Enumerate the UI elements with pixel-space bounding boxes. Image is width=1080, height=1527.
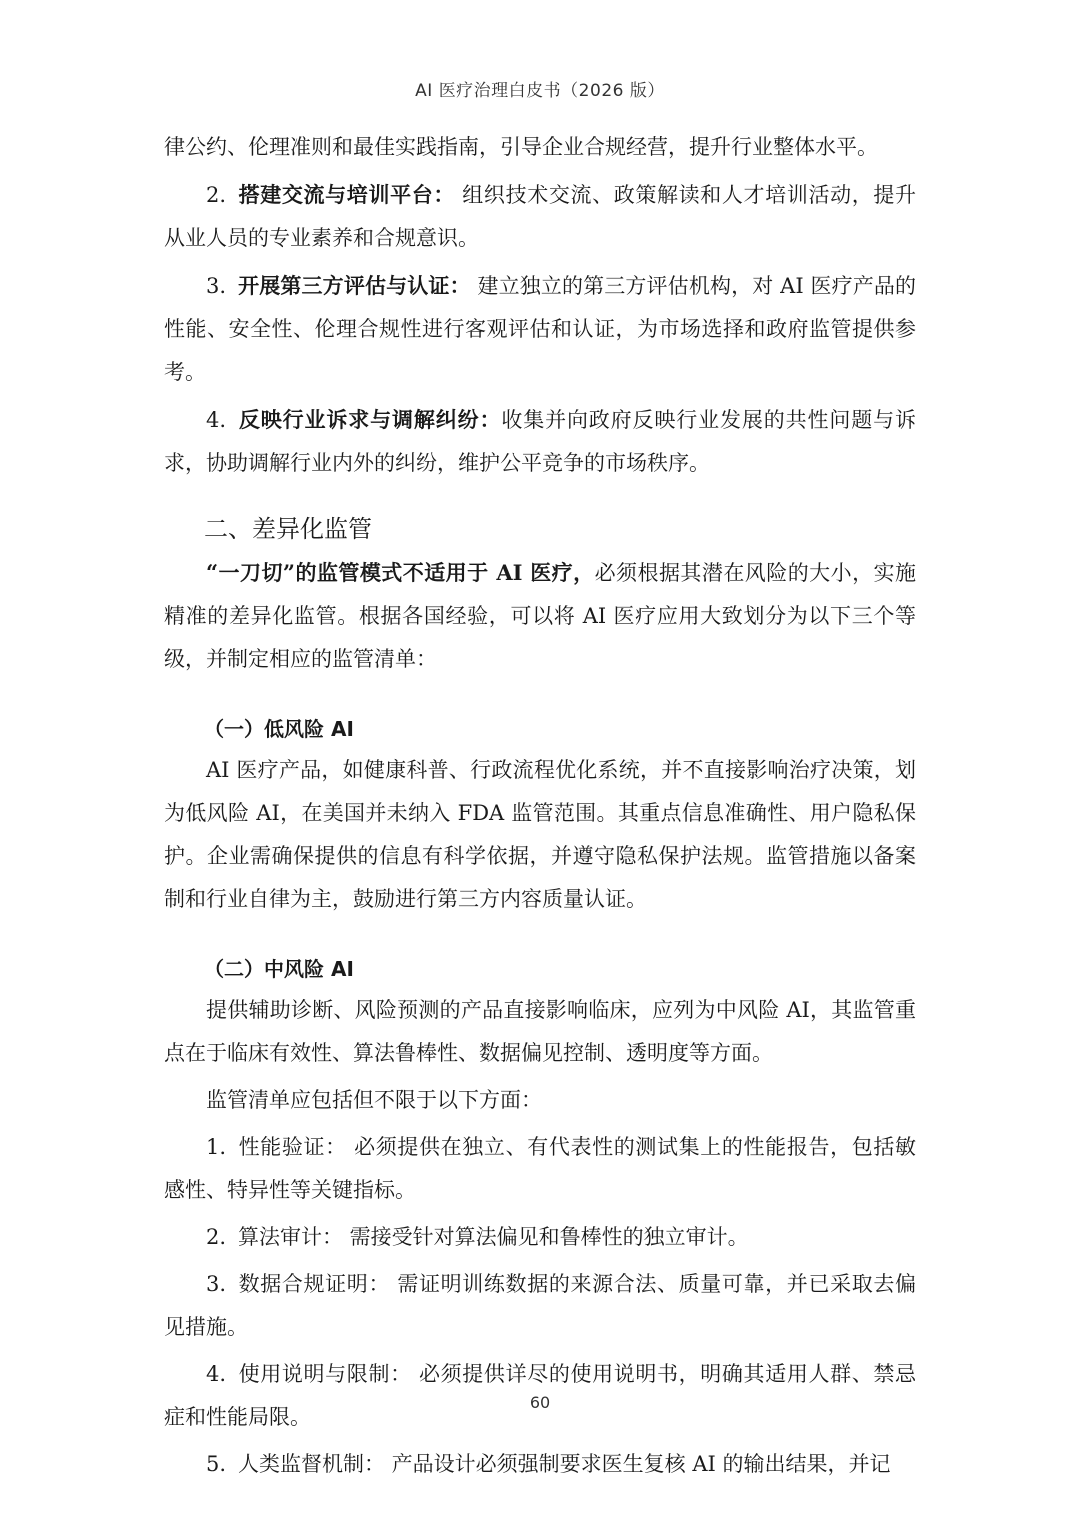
checklist-intro: 监管清单应包括但不限于以下方面： xyxy=(206,1088,542,1112)
checklist-item-2 xyxy=(164,1216,916,1259)
list-item-title: 算法审计： xyxy=(238,1225,343,1249)
section-intro-bold: “一刀切”的监管模式不适用于 AI 医疗， xyxy=(206,560,595,585)
page-number: 60 xyxy=(529,1393,551,1412)
list-item-text: 收集并向政府反映行业发展的共性问题与诉求，协助调解行业内外的纠纷，维护公平竞争的市场秩序。 xyxy=(164,408,917,475)
list-number: 3. xyxy=(206,274,227,298)
page-header: AI 医疗治理白皮书（2026 版） xyxy=(415,81,665,101)
list-item-title: 使用说明与限制： xyxy=(238,1362,412,1386)
checklist-item-5 xyxy=(164,1443,916,1486)
list-item-text: 需证明训练数据的来源合法、质量可靠，并已采取去偏见措施。 xyxy=(164,1272,916,1339)
list-item-2 xyxy=(164,173,916,260)
subsection-heading-mid-risk: （二）中风险 AI xyxy=(204,957,354,981)
list-number: 5. xyxy=(206,1452,227,1476)
list-number: 3. xyxy=(206,1272,227,1296)
list-item-text: 需接受针对算法偏见和鲁棒性的独立审计。 xyxy=(343,1225,749,1249)
list-item-title: 反映行业诉求与调解纠纷： xyxy=(238,407,502,432)
paragraph-continued: 律公约、伦理准则和最佳实践指南，引导企业合规经营，提升行业整体水平。 xyxy=(164,135,878,159)
list-item-title: 性能验证： xyxy=(238,1135,347,1159)
document-body xyxy=(164,126,916,1486)
subsection-heading-low-risk: （一）低风险 AI xyxy=(204,717,354,741)
list-item-text: 必须提供详尽的使用说明书，明确其适用人群、禁忌症和性能局限。 xyxy=(164,1362,916,1429)
section-heading: 二、差异化监管 xyxy=(204,515,372,543)
low-risk-paragraph: AI 医疗产品，如健康科普、行政流程优化系统，并不直接影响治疗决策，划为低风险 AI，在美国并未纳入 FDA 监管范围。其重点信息准确性、用户隐私保护。企业需确保提供的信息有科学依据，并遵守隐私保护法规。监管措施以备案制和行业自律为主，鼓励进行第三方内容质量认证。 xyxy=(164,758,916,911)
list-number: 1. xyxy=(206,1135,227,1159)
list-number: 2. xyxy=(206,1225,227,1249)
list-item-title: 搭建交流与培训平台： xyxy=(238,182,455,207)
section-intro-text: 必须根据其潜在风险的大小，实施精准的差异化监管。根据各国经验，可以将 AI 医疗应用大致划分为以下三个等级，并制定相应的监管清单： xyxy=(164,561,916,671)
list-item-4 xyxy=(164,398,916,485)
list-number: 2. xyxy=(206,183,227,207)
list-item-text: 建立独立的第三方评估机构，对 AI 医疗产品的性能、安全性、伦理合规性进行客观评估和认证，为市场选择和政府监管提供参考。 xyxy=(164,274,916,384)
mid-risk-paragraph: 提供辅助诊断、风险预测的产品直接影响临床，应列为中风险 AI，其监管重点在于临床有效性、算法鲁棒性、数据偏见控制、透明度等方面。 xyxy=(164,998,916,1065)
checklist-item-3 xyxy=(164,1263,916,1349)
list-item-title: 人类监督机制： xyxy=(238,1452,385,1476)
list-number: 4. xyxy=(206,408,227,432)
list-item-text: 组织技术交流、政策解读和人才培训活动，提升从业人员的专业素养和合规意识。 xyxy=(164,183,916,250)
list-item-title: 数据合规证明： xyxy=(238,1272,391,1296)
section-intro xyxy=(164,551,916,681)
list-item-text: 产品设计必须强制要求医生复核 AI 的输出结果，并记 xyxy=(385,1452,891,1476)
list-item-title: 开展第三方评估与认证： xyxy=(238,273,471,298)
list-item-3 xyxy=(164,264,916,394)
list-number: 4. xyxy=(206,1362,227,1386)
list-item-text: 必须提供在独立、有代表性的测试集上的性能报告，包括敏感性、特异性等关键指标。 xyxy=(164,1135,916,1202)
checklist-item-1 xyxy=(164,1126,916,1212)
